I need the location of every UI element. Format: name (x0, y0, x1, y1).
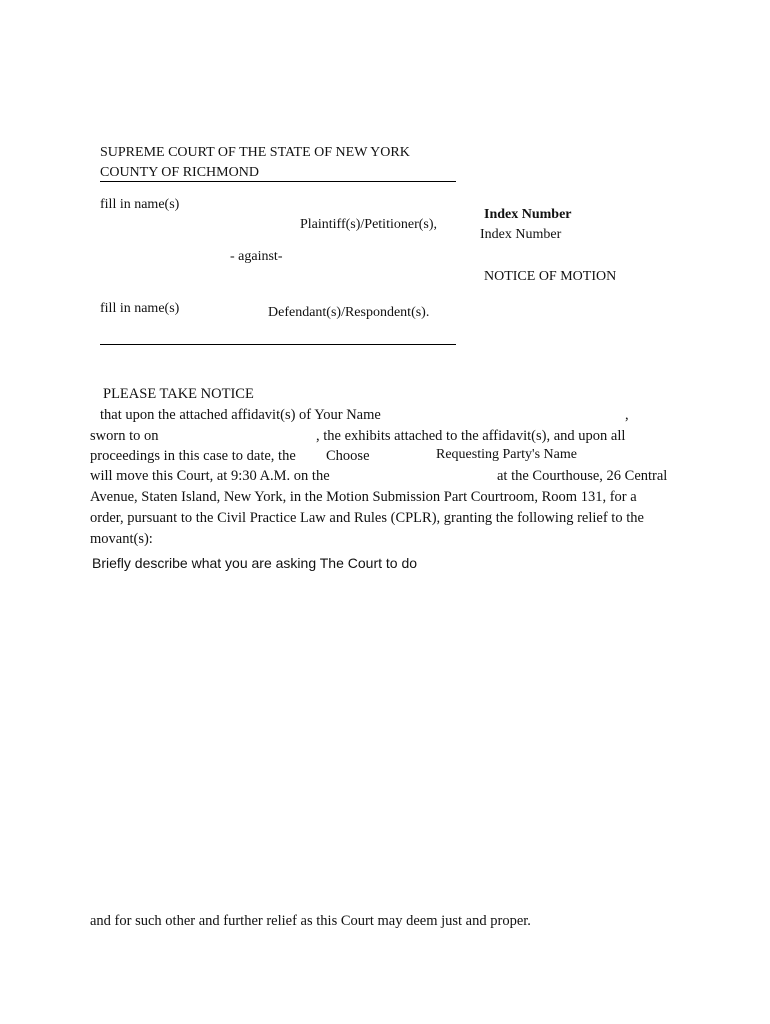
defendant-role: Defendant(s)/Respondent(s). (268, 305, 430, 320)
body-line-2 (90, 427, 158, 445)
index-number-field[interactable]: Index Number (480, 227, 562, 242)
court-name: SUPREME COURT OF THE STATE OF NEW YORK (100, 145, 410, 160)
line4-suffix: at the Courthouse, 26 Central (497, 468, 668, 484)
line3-prefix: proceedings in this case to date, the (90, 448, 296, 464)
motion-date-field[interactable] (346, 467, 491, 485)
caption-top-rule (100, 181, 456, 182)
plaintiff-name-field[interactable]: fill in name(s) (100, 197, 180, 212)
line2-prefix: sworn to on (90, 428, 159, 444)
caption-bottom-rule (100, 344, 456, 345)
closing-line: and for such other and further relief as this Court may deem just and proper. (90, 913, 531, 929)
defendant-name-field[interactable]: fill in name(s) (100, 301, 180, 316)
document-title: NOTICE OF MOTION (484, 269, 617, 284)
party-choice-dropdown[interactable]: Choose (326, 448, 370, 464)
line2-suffix: , the exhibits attached to the affidavit(s), and upon all (316, 428, 626, 444)
plaintiff-role: Plaintiff(s)/Petitioner(s), (300, 217, 437, 232)
requesting-party-field[interactable]: Requesting Party's Name (436, 447, 577, 462)
against-label: - against- (230, 249, 283, 264)
line1-suffix: , (625, 407, 629, 423)
county-name: COUNTY OF RICHMOND (100, 165, 259, 180)
relief-description-field[interactable]: Briefly describe what you are asking The Court to do (92, 555, 418, 571)
line1-prefix: that upon the attached affidavit(s) of (100, 407, 312, 423)
affiant-name-field[interactable]: Your Name (314, 407, 381, 423)
please-take-notice: PLEASE TAKE NOTICE (103, 386, 254, 402)
body-line-6: order, pursuant to the Civil Practice Law and Rules (CPLR), granting the following relief to the (90, 510, 644, 526)
body-line-7: movant(s): (90, 531, 153, 547)
body-line-3 (90, 447, 296, 465)
body-line-4 (90, 467, 330, 485)
body-line-5: Avenue, Staten Island, New York, in the Motion Submission Part Courtroom, Room 131, for a (90, 489, 637, 505)
sworn-date-field[interactable] (160, 427, 310, 445)
index-number-label: Index Number (484, 207, 572, 222)
body-line-1 (100, 406, 381, 424)
line4-prefix: will move this Court, at 9:30 A.M. on the (90, 468, 330, 484)
